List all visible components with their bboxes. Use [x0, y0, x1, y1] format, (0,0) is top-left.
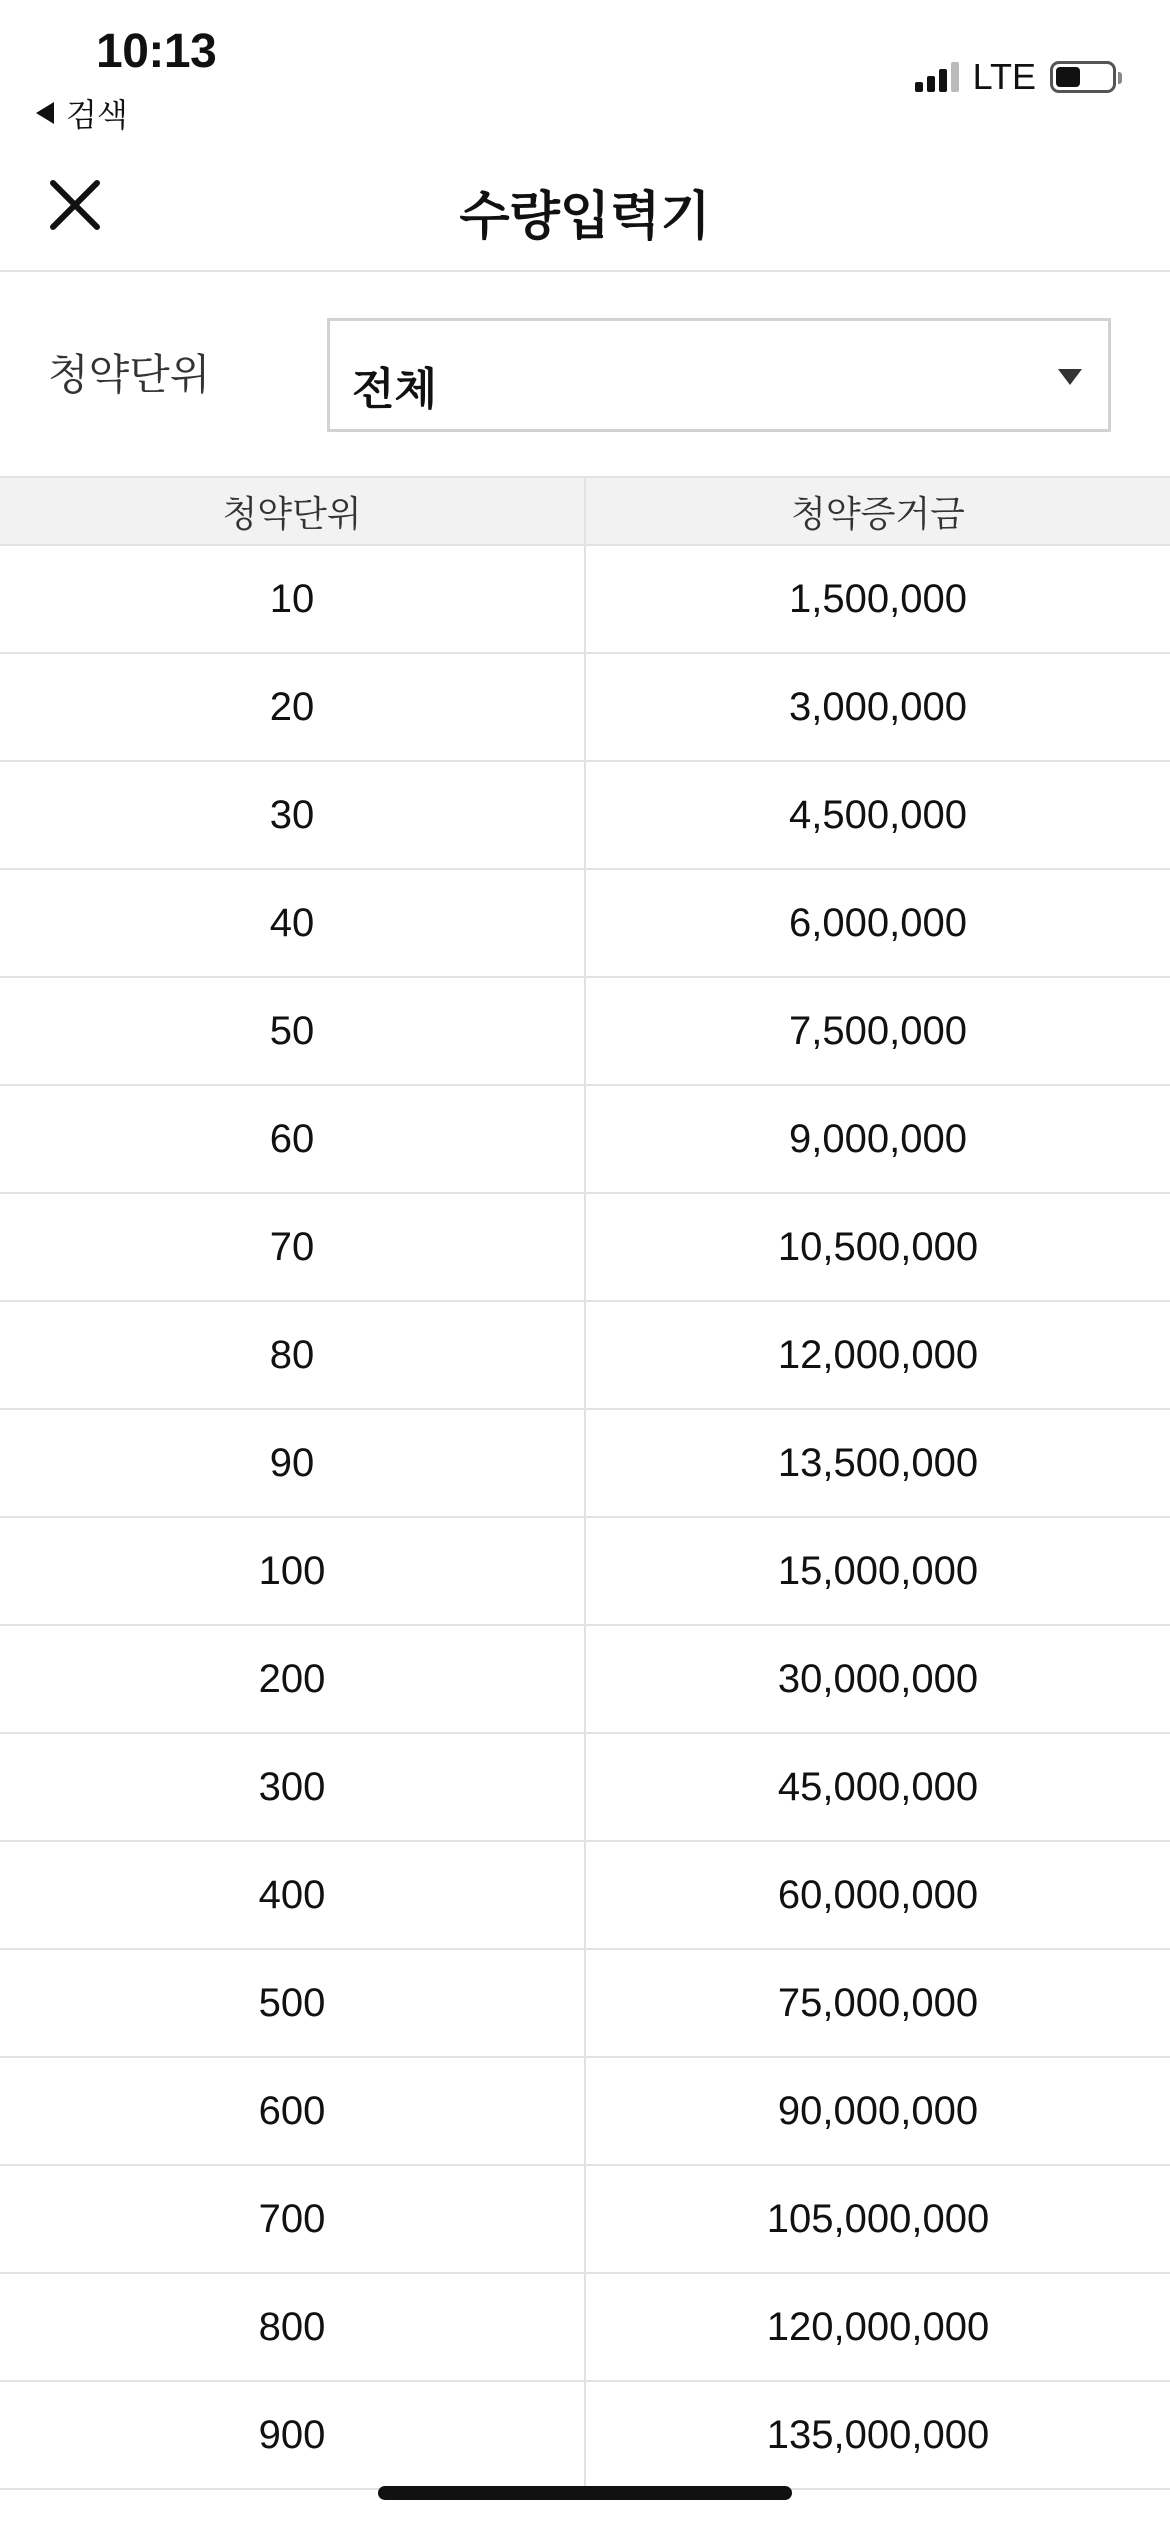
table-row[interactable] — [0, 1734, 1170, 1842]
status-indicators — [915, 56, 1116, 98]
back-to-search-link[interactable] — [36, 90, 128, 136]
table-row[interactable] — [0, 2058, 1170, 2166]
table-row[interactable] — [0, 1194, 1170, 1302]
table-body — [0, 546, 1170, 2490]
table-row[interactable] — [0, 1518, 1170, 1626]
table-row[interactable] — [0, 978, 1170, 1086]
quantity-table — [0, 476, 1170, 2457]
back-label: 검색 — [66, 97, 128, 133]
unit-cell: 200 — [0, 1626, 586, 1732]
column-header-unit: 청약단위 — [0, 478, 586, 544]
back-triangle-icon — [36, 102, 54, 124]
unit-cell: 800 — [0, 2274, 586, 2380]
deposit-cell: 60,000,000 — [777, 1872, 979, 1917]
table-row[interactable] — [0, 546, 1170, 654]
unit-cell: 10 — [0, 546, 586, 652]
home-indicator — [378, 2486, 792, 2500]
unit-cell: 300 — [0, 1734, 586, 1840]
deposit-cell: 13,500,000 — [777, 1440, 979, 1485]
unit-cell: 400 — [0, 1842, 586, 1948]
battery-icon — [1050, 61, 1116, 93]
deposit-cell: 10,500,000 — [777, 1224, 979, 1269]
unit-select[interactable] — [327, 318, 1111, 432]
deposit-cell: 135,000,000 — [766, 2412, 990, 2457]
deposit-cell: 120,000,000 — [766, 2304, 990, 2349]
table-row[interactable] — [0, 1842, 1170, 1950]
table-row[interactable] — [0, 2274, 1170, 2382]
page-title: 수량입력기 — [459, 188, 711, 246]
table-row[interactable] — [0, 654, 1170, 762]
table-row[interactable] — [0, 1086, 1170, 1194]
unit-cell: 90 — [0, 1410, 586, 1516]
table-row[interactable] — [0, 870, 1170, 978]
table-row[interactable] — [0, 1410, 1170, 1518]
table-row[interactable] — [0, 2166, 1170, 2274]
network-type: LTE — [972, 56, 1036, 97]
unit-cell: 600 — [0, 2058, 586, 2164]
unit-cell: 60 — [0, 1086, 586, 1192]
column-header-deposit: 청약증거금 — [791, 492, 965, 534]
deposit-cell: 9,000,000 — [789, 1116, 967, 1161]
unit-cell: 80 — [0, 1302, 586, 1408]
chevron-down-icon — [1058, 369, 1082, 385]
unit-cell: 500 — [0, 1950, 586, 2056]
deposit-cell: 12,000,000 — [777, 1332, 979, 1377]
unit-cell: 900 — [0, 2382, 586, 2488]
deposit-cell: 1,500,000 — [789, 576, 967, 621]
deposit-cell: 30,000,000 — [777, 1656, 979, 1701]
status-time: 10:13 — [96, 25, 217, 78]
deposit-cell: 75,000,000 — [777, 1980, 979, 2025]
table-header — [0, 478, 1170, 546]
signal-icon — [915, 62, 959, 92]
deposit-cell: 45,000,000 — [777, 1764, 979, 1809]
table-row[interactable] — [0, 1626, 1170, 1734]
unit-cell: 30 — [0, 762, 586, 868]
unit-cell: 50 — [0, 978, 586, 1084]
filter-row — [0, 272, 1170, 476]
unit-select-value: 전체 — [352, 365, 438, 414]
table-row[interactable] — [0, 1302, 1170, 1410]
filter-label: 청약단위 — [48, 351, 211, 398]
deposit-cell: 15,000,000 — [777, 1548, 979, 1593]
unit-cell: 100 — [0, 1518, 586, 1624]
deposit-cell: 4,500,000 — [789, 792, 967, 837]
table-row[interactable] — [0, 1950, 1170, 2058]
status-bar — [0, 0, 1170, 140]
table-row[interactable] — [0, 2382, 1170, 2490]
deposit-cell: 3,000,000 — [789, 684, 967, 729]
deposit-cell: 90,000,000 — [777, 2088, 979, 2133]
deposit-cell: 105,000,000 — [766, 2196, 990, 2241]
header — [0, 140, 1170, 272]
unit-cell: 40 — [0, 870, 586, 976]
deposit-cell: 7,500,000 — [789, 1008, 967, 1053]
deposit-cell: 6,000,000 — [789, 900, 967, 945]
unit-cell: 70 — [0, 1194, 586, 1300]
table-row[interactable] — [0, 762, 1170, 870]
unit-cell: 700 — [0, 2166, 586, 2272]
unit-cell: 20 — [0, 654, 586, 760]
